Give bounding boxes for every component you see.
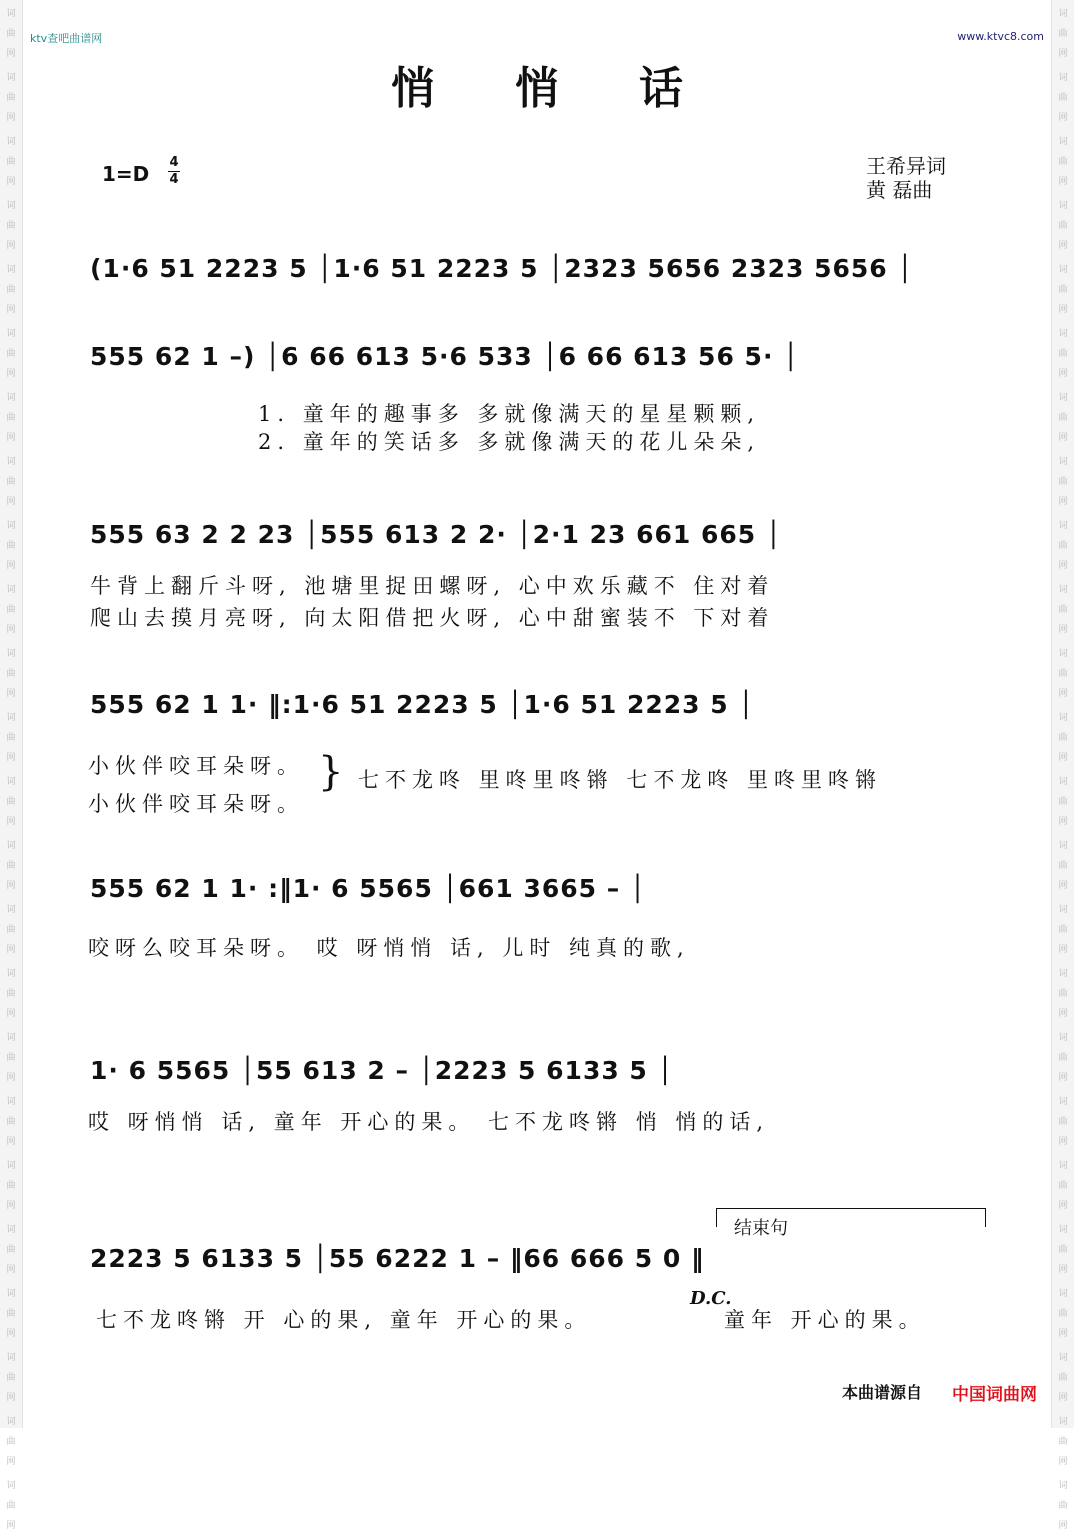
time-signature bbox=[168, 156, 180, 187]
side-watermark-mark: 词 曲 网 bbox=[1058, 73, 1068, 123]
lyricist-credit: 王希异词 bbox=[866, 154, 946, 178]
side-watermark-mark: 词 曲 网 bbox=[6, 393, 16, 443]
side-watermark-mark: 词 曲 网 bbox=[1058, 9, 1068, 59]
side-watermark-mark: 词 曲 网 bbox=[1058, 137, 1068, 187]
side-watermark-mark: 词 曲 网 bbox=[6, 73, 16, 123]
dc-marking: D.C. bbox=[690, 1288, 732, 1309]
side-watermark-mark: 词 曲 网 bbox=[1058, 329, 1068, 379]
side-watermark-mark: 词 曲 网 bbox=[6, 649, 16, 699]
time-numerator: 4 bbox=[169, 155, 179, 170]
side-watermark-mark: 词 曲 网 bbox=[6, 713, 16, 763]
side-watermark-mark: 词 曲 网 bbox=[1058, 777, 1068, 827]
lyric-line-7: 七不龙咚锵 开 心的果, 童年 开心的果。 bbox=[96, 1308, 592, 1332]
time-denominator: 4 bbox=[169, 172, 179, 187]
side-watermark-mark: 词 曲 网 bbox=[1058, 649, 1068, 699]
side-watermark-mark: 词 曲 网 bbox=[1058, 457, 1068, 507]
side-watermark-mark: 词 曲 网 bbox=[6, 521, 16, 571]
side-watermark-mark: 词 曲 网 bbox=[6, 1417, 16, 1467]
notes: 555 62 1 1· :‖1· 6 5565 │661 3665 – │ bbox=[90, 874, 647, 903]
notes: 555 62 1 –) │6 66 613 5·6 533 │6 66 613 56 5· │ bbox=[90, 342, 800, 371]
side-watermark-mark: 词 曲 网 bbox=[1058, 1481, 1068, 1531]
ending-label: 结束句 bbox=[734, 1218, 788, 1239]
left-watermark-strip bbox=[0, 0, 23, 1531]
side-watermark-mark: 词 曲 网 bbox=[6, 457, 16, 507]
side-watermark-mark: 词 曲 网 bbox=[1058, 1225, 1068, 1275]
side-watermark-mark: 词 曲 网 bbox=[1058, 1353, 1068, 1403]
side-watermark-mark: 词 曲 网 bbox=[1058, 1033, 1068, 1083]
side-watermark-mark: 词 曲 网 bbox=[1058, 585, 1068, 635]
watermark-left: ktv查吧曲谱网 bbox=[30, 32, 103, 45]
notation-line-3 bbox=[90, 508, 994, 564]
side-watermark-mark: 词 曲 网 bbox=[6, 841, 16, 891]
side-watermark-mark: 词 曲 网 bbox=[6, 265, 16, 315]
lyric-verse-2: 爬山去摸月亮呀, 向太阳借把火呀, 心中甜蜜装不 下对着 bbox=[90, 606, 775, 630]
right-watermark-strip bbox=[1051, 0, 1074, 1531]
lyric-verse-2: 小伙伴咬耳朵呀。 bbox=[88, 792, 304, 816]
notes: 555 62 1 1· ‖:1·6 51 2223 5 │1·6 51 2223 5 │ bbox=[90, 690, 755, 719]
lyric-chorus: 七不龙咚 里咚里咚锵 七不龙咚 里咚里咚锵 bbox=[358, 768, 883, 792]
side-watermark-mark: 词 曲 网 bbox=[6, 9, 16, 59]
key-signature: 1=D bbox=[102, 162, 150, 186]
side-watermark-mark: 词 曲 网 bbox=[6, 1481, 16, 1531]
lyric-ending: 童年 开心的果。 bbox=[724, 1308, 926, 1332]
side-watermark-mark: 词 曲 网 bbox=[1058, 713, 1068, 763]
watermark-right: www.ktvc8.com bbox=[957, 30, 1044, 43]
lyric-verse-1: 牛背上翻斤斗呀, 池塘里捉田螺呀, 心中欢乐藏不 住对着 bbox=[90, 574, 775, 598]
lyric-line-6: 哎 呀悄悄 话, 童年 开心的果。 七不龙咚锵 悄 悄的话, bbox=[88, 1110, 770, 1134]
side-watermark-mark: 词 曲 网 bbox=[6, 969, 16, 1019]
footer-site-link[interactable]: 中国词曲网 bbox=[952, 1385, 1037, 1405]
lyric-verse-1: 小伙伴咬耳朵呀。 bbox=[88, 754, 304, 778]
side-watermark-mark: 词 曲 网 bbox=[1058, 969, 1068, 1019]
side-watermark-mark: 词 曲 网 bbox=[1058, 1161, 1068, 1211]
side-watermark-mark: 词 曲 网 bbox=[1058, 521, 1068, 571]
side-watermark-mark: 词 曲 网 bbox=[1058, 1097, 1068, 1147]
lyric-verse-1: 1. 童年的趣事多 多就像满天的星星颗颗, bbox=[258, 402, 761, 426]
side-watermark-mark: 词 曲 网 bbox=[6, 1161, 16, 1211]
song-title: 悄悄话 bbox=[391, 63, 763, 114]
side-watermark-mark: 词 曲 网 bbox=[6, 777, 16, 827]
notation-line-2 bbox=[90, 330, 994, 386]
notation-line-7 bbox=[90, 1232, 994, 1288]
side-watermark-mark: 词 曲 网 bbox=[6, 137, 16, 187]
side-watermark-mark: 词 曲 网 bbox=[6, 1289, 16, 1339]
lyric-brace: } bbox=[318, 749, 344, 795]
side-watermark-mark: 词 曲 网 bbox=[1058, 201, 1068, 251]
side-watermark-mark: 词 曲 网 bbox=[6, 1033, 16, 1083]
lyric-line-5: 咬呀么咬耳朵呀。 哎 呀悄悄 话, 儿时 纯真的歌, bbox=[88, 936, 690, 960]
side-watermark-mark: 词 曲 网 bbox=[6, 905, 16, 955]
notation-line-4 bbox=[90, 678, 994, 734]
notation-line-5 bbox=[90, 862, 994, 918]
side-watermark-mark: 词 曲 网 bbox=[6, 585, 16, 635]
side-watermark-mark: 词 曲 网 bbox=[1058, 905, 1068, 955]
composer-credit: 黄 磊曲 bbox=[866, 178, 933, 202]
notes: 2223 5 6133 5 │55 6222 1 – ‖66 666 5 0 ‖ bbox=[90, 1244, 705, 1273]
notation-line-1 bbox=[90, 242, 994, 298]
side-watermark-mark: 词 曲 网 bbox=[6, 201, 16, 251]
side-watermark-mark: 词 曲 网 bbox=[1058, 393, 1068, 443]
footer-source: 本曲谱源自 bbox=[842, 1383, 923, 1402]
side-watermark-mark: 词 曲 网 bbox=[6, 1353, 16, 1403]
side-watermark-mark: 词 曲 网 bbox=[1058, 1289, 1068, 1339]
side-watermark-mark: 词 曲 网 bbox=[1058, 841, 1068, 891]
notes: 1· 6 5565 │55 613 2 – │2223 5 6133 5 │ bbox=[90, 1056, 674, 1085]
side-watermark-mark: 词 曲 网 bbox=[1058, 265, 1068, 315]
side-watermark-mark: 词 曲 网 bbox=[6, 1097, 16, 1147]
notation-line-6 bbox=[90, 1044, 994, 1100]
side-watermark-mark: 词 曲 网 bbox=[6, 1225, 16, 1275]
notes: (1·6 51 2223 5 │1·6 51 2223 5 │2323 5656 2323 5656 │ bbox=[90, 254, 914, 283]
side-watermark-mark: 词 曲 网 bbox=[6, 329, 16, 379]
notes: 555 63 2 2 23 │555 613 2 2· │2·1 23 661 665 │ bbox=[90, 520, 782, 549]
lyric-verse-2: 2. 童年的笑话多 多就像满天的花儿朵朵, bbox=[258, 430, 761, 454]
side-watermark-mark: 词 曲 网 bbox=[1058, 1417, 1068, 1467]
